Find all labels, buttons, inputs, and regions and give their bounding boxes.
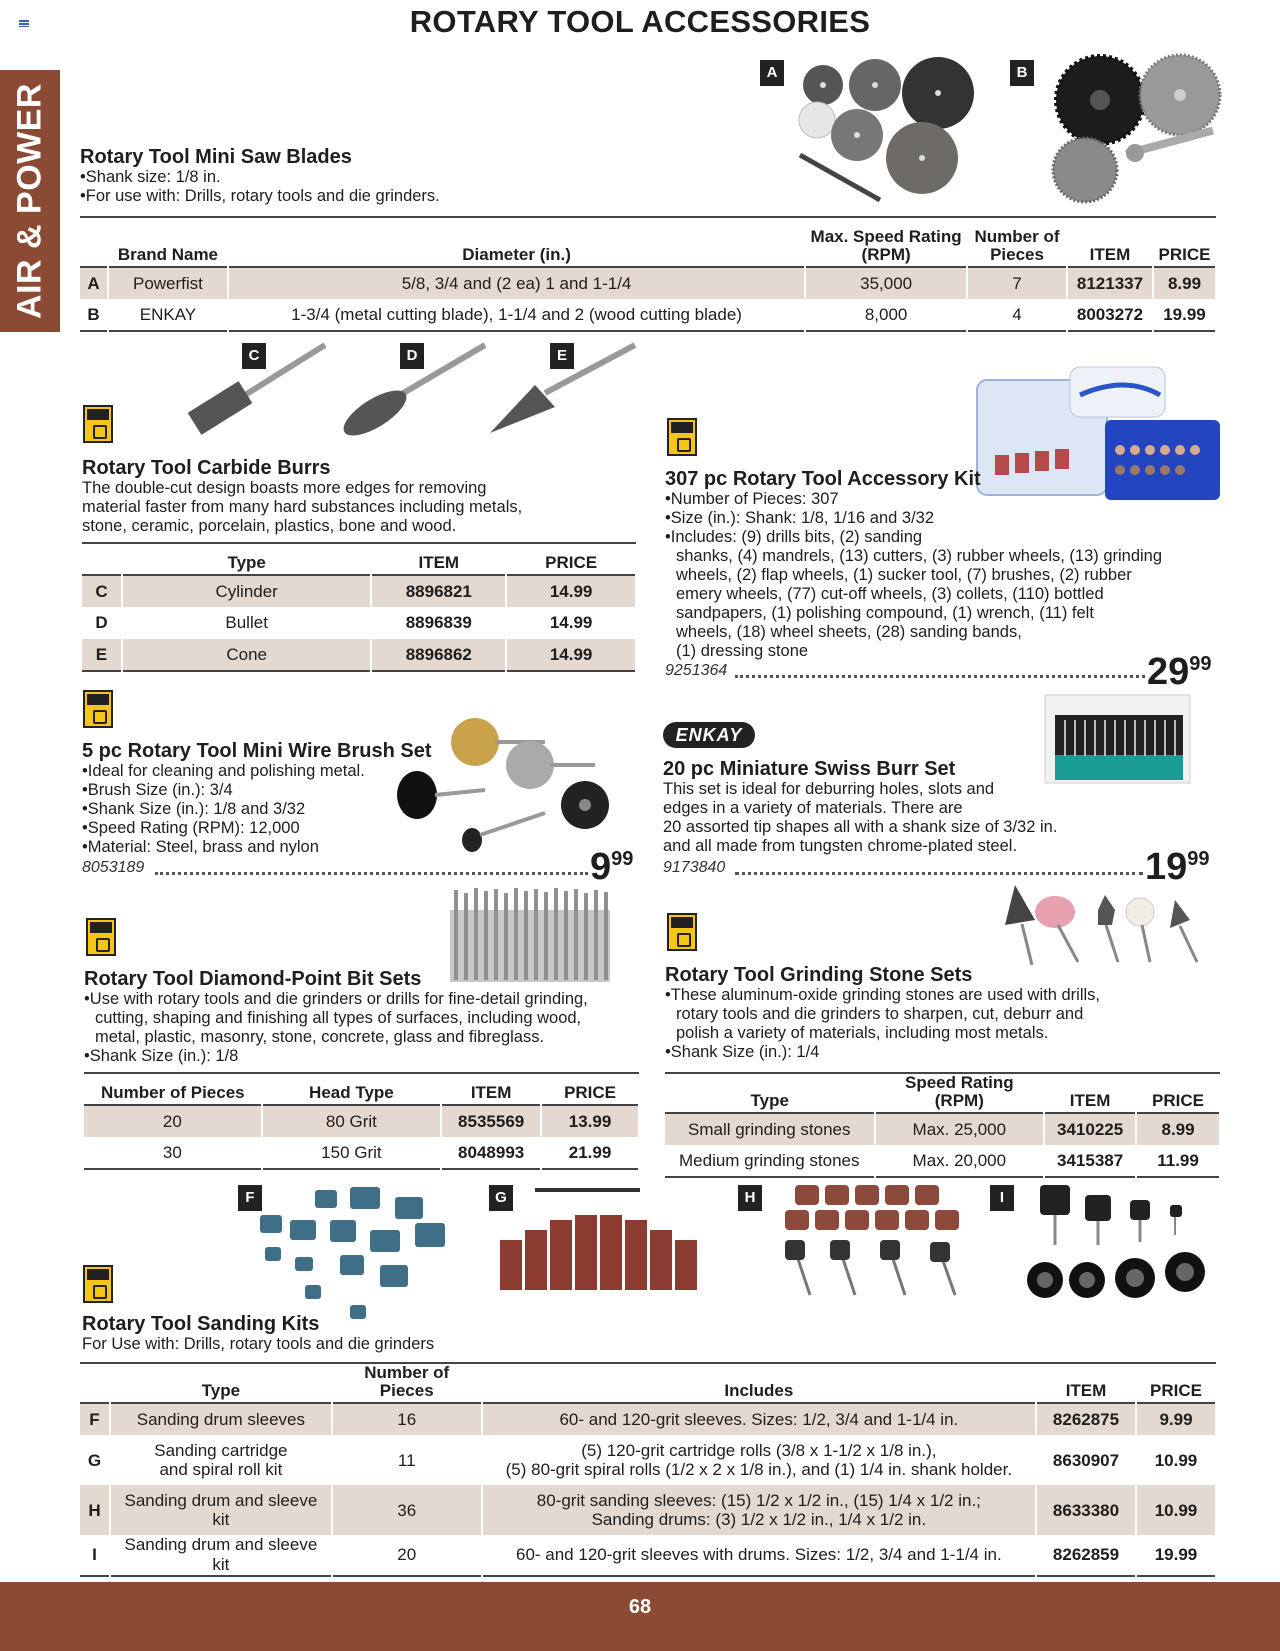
- swiss-burr-image: [1045, 690, 1195, 790]
- side-tab-label: AIR & POWER: [10, 83, 49, 319]
- row-letter: D: [82, 607, 122, 639]
- page-title: ROTARY TOOL ACCESSORIES: [409, 4, 871, 39]
- speed-cell: 8,000: [805, 299, 967, 331]
- saw-blades-table: [80, 216, 1217, 332]
- power-fist-logo-icon: [86, 918, 116, 956]
- wire-brush-sku: 8053189: [82, 859, 145, 876]
- includes-line: Sanding drums: (3) 1/2 x 1/2 in., 1/4 x 1/2 in.: [591, 1510, 927, 1529]
- saw-blades-header-price: PRICE: [1158, 245, 1211, 264]
- grinding-stones-image: [1000, 880, 1200, 970]
- price-cell: 10.99: [1136, 1485, 1216, 1535]
- accessory-kit-line-9: (1) dressing stone: [676, 642, 809, 660]
- item-cell: 8535569: [441, 1105, 541, 1137]
- price-cell: 19.99: [1153, 299, 1216, 331]
- sanding-header-includes: Includes: [724, 1381, 794, 1400]
- power-fist-logo-icon: [667, 913, 697, 951]
- row-letter: B: [80, 299, 108, 331]
- swiss-burr-line-2: edges in a variety of materials. There are: [663, 799, 963, 817]
- grinding-stones-title: Rotary Tool Grinding Stone Sets: [665, 964, 973, 986]
- accessory-kit-sku: 9251364: [665, 662, 728, 679]
- wire-brush-line-4: •Speed Rating (RPM): 12,000: [82, 819, 300, 837]
- diameter-cell: 1-3/4 (metal cutting blade), 1-1/4 and 2 (wood cutting blade): [228, 299, 805, 331]
- diamond-bits-table: [84, 1072, 640, 1170]
- item-cell: 8630907: [1036, 1435, 1136, 1485]
- grinding-stones-line-4: •Shank Size (in.): 1/4: [665, 1043, 820, 1061]
- saw-blades-header-pieces: Number of Pieces: [974, 227, 1060, 264]
- carbide-burrs-line-3: stone, ceramic, porcelain, plastics, bone and wood.: [82, 517, 457, 535]
- pieces-cell: 20: [84, 1105, 262, 1137]
- carbide-burrs-table: [82, 542, 637, 672]
- stones-header-item: ITEM: [1069, 1091, 1111, 1110]
- sanding-drum-kit-image: [780, 1180, 975, 1300]
- saw-blades-bullet-1: •Shank size: 1/8 in.: [80, 168, 221, 186]
- includes-cell: [482, 1435, 1036, 1485]
- swiss-burr-sku: 9173840: [663, 859, 726, 876]
- price-cell: 11.99: [1136, 1145, 1220, 1177]
- sanding-drum-sleeve-image: [1025, 1180, 1225, 1305]
- diamond-bits-line-4: •Shank Size (in.): 1/8: [84, 1047, 239, 1065]
- image-label-g: G: [489, 1185, 513, 1211]
- carbide-burrs-title: Rotary Tool Carbide Burrs: [82, 457, 331, 479]
- wire-brush-line-3: •Shank Size (in.): 1/8 and 3/32: [82, 800, 306, 818]
- pieces-cell: 30: [84, 1137, 262, 1169]
- diamond-header-item: ITEM: [470, 1083, 512, 1102]
- item-cell: 8048993: [441, 1137, 541, 1169]
- table-row: [665, 1145, 1220, 1177]
- table-row: [80, 1485, 1216, 1535]
- table-row: [80, 267, 1216, 299]
- diamond-bits-image: [450, 885, 615, 985]
- wire-brush-line-5: •Material: Steel, brass and nylon: [82, 838, 319, 856]
- wire-brush-image: [395, 715, 630, 850]
- swiss-burr-title: 20 pc Miniature Swiss Burr Set: [663, 758, 956, 780]
- item-cell: 8896862: [371, 639, 506, 671]
- stones-header-price: PRICE: [1152, 1091, 1205, 1110]
- item-cell: 8003272: [1067, 299, 1153, 331]
- brand-cell: Powerfist: [108, 267, 228, 299]
- item-cell: 8121337: [1067, 267, 1153, 299]
- page-number: 68: [0, 1582, 1280, 1651]
- accessory-kit-price: [1147, 645, 1212, 691]
- sanding-header-pieces: Number of Pieces: [364, 1363, 450, 1400]
- price-cell: 14.99: [506, 575, 636, 607]
- type-cell: Cylinder: [122, 575, 371, 607]
- accessory-kit-line-5: wheels, (2) flap wheels, (1) sucker tool, (7) brushes, (2) rubber: [676, 566, 1132, 584]
- type-cell: Small grinding stones: [665, 1113, 875, 1145]
- saw-blades-header-brand: Brand Name: [117, 245, 219, 264]
- price-cents: 99: [1189, 653, 1212, 675]
- type-cell: Medium grinding stones: [665, 1145, 875, 1177]
- accessory-kit-image: [975, 365, 1225, 505]
- stones-header-speed: Speed Rating (RPM): [905, 1073, 1014, 1110]
- speed-cell: Max. 20,000: [875, 1145, 1045, 1177]
- carbide-burrs-image: [185, 345, 645, 445]
- price-cell: 21.99: [541, 1137, 639, 1169]
- diamond-header-head: Head Type: [309, 1083, 394, 1102]
- table-row: [80, 299, 1216, 331]
- speed-cell: Max. 25,000: [875, 1113, 1045, 1145]
- side-tab: [0, 70, 60, 332]
- wire-brush-title: 5 pc Rotary Tool Mini Wire Brush Set: [82, 740, 432, 762]
- sanding-cartridge-image: [500, 1185, 700, 1295]
- pieces-cell: 36: [332, 1485, 482, 1535]
- includes-line: (5) 80-grit spiral rolls (1/2 x 2 x 1/8 in.), and (1) 1/4 in. shank holder.: [505, 1460, 1013, 1479]
- type-cell: [110, 1435, 332, 1485]
- wire-brush-price: [590, 840, 633, 886]
- price-cell: 14.99: [506, 607, 636, 639]
- image-label-f: F: [238, 1185, 262, 1211]
- sanding-kits-table: [80, 1362, 1217, 1577]
- item-cell: 8633380: [1036, 1485, 1136, 1535]
- image-label-h: H: [738, 1185, 762, 1211]
- brand-cell: ENKAY: [108, 299, 228, 331]
- accessory-kit-line-4: shanks, (4) mandrels, (13) cutters, (3) rubber wheels, (13) grinding: [676, 547, 1163, 565]
- table-row: [84, 1105, 639, 1137]
- pieces-cell: 11: [332, 1435, 482, 1485]
- pieces-cell: 16: [332, 1403, 482, 1435]
- type-cell: Bullet: [122, 607, 371, 639]
- includes-cell: 60- and 120-grit sleeves. Sizes: 1/2, 3/4 and 1-1/4 in.: [482, 1403, 1036, 1435]
- price-cents: 99: [611, 848, 634, 870]
- diamond-bits-line-1: •Use with rotary tools and die grinders or drills for fine-detail grinding,: [84, 990, 588, 1008]
- price-cell: 8.99: [1136, 1113, 1220, 1145]
- pieces-cell: 4: [967, 299, 1067, 331]
- table-row: [82, 639, 636, 671]
- swiss-burr-line-1: This set is ideal for deburring holes, slots and: [663, 780, 995, 798]
- saw-blades-header-item: ITEM: [1089, 245, 1131, 264]
- price-cents: 99: [1187, 848, 1210, 870]
- sanding-header-item: ITEM: [1065, 1381, 1107, 1400]
- accessory-kit-line-1: •Number of Pieces: 307: [665, 490, 839, 508]
- grinding-stones-line-2: rotary tools and die grinders to sharpen, cut, deburr and: [676, 1005, 1084, 1023]
- saw-blades-a-image: [795, 55, 975, 205]
- dotted-leader: [735, 675, 1145, 678]
- power-fist-logo-icon: [83, 1265, 113, 1303]
- type-line: and spiral roll kit: [159, 1460, 283, 1479]
- saw-blades-header-speed: Max. Speed Rating (RPM): [810, 227, 962, 264]
- includes-cell: [482, 1485, 1036, 1535]
- table-row: [82, 575, 636, 607]
- saw-blades-bullet-2: •For use with: Drills, rotary tools and die grinders.: [80, 187, 440, 205]
- wire-brush-line-2: •Brush Size (in.): 3/4: [82, 781, 233, 799]
- sanding-kits-title: Rotary Tool Sanding Kits: [82, 1313, 320, 1335]
- swiss-burr-line-3: 20 assorted tip shapes all with a shank size of 3/32 in.: [663, 818, 1058, 836]
- burrs-header-price: PRICE: [545, 553, 598, 572]
- dotted-leader: [735, 872, 1143, 875]
- sanding-kits-subtitle: For Use with: Drills, rotary tools and die grinders: [82, 1335, 435, 1353]
- wire-brush-line-1: •Ideal for cleaning and polishing metal.: [82, 762, 365, 780]
- price-cell: 10.99: [1136, 1435, 1216, 1485]
- accessory-kit-title: 307 pc Rotary Tool Accessory Kit: [665, 468, 981, 490]
- head-cell: 150 Grit: [262, 1137, 442, 1169]
- row-letter: G: [80, 1435, 110, 1485]
- dotted-leader: [155, 872, 588, 875]
- carbide-burrs-line-2: material faster from many hard substances including metals,: [82, 498, 523, 516]
- diamond-header-price: PRICE: [564, 1083, 617, 1102]
- power-fist-logo-icon: [667, 418, 697, 456]
- price-dollars: 9: [590, 846, 612, 888]
- table-row: [80, 1435, 1216, 1485]
- table-row: [80, 1535, 1216, 1576]
- saw-blades-header-diameter: Diameter (in.): [462, 245, 571, 264]
- type-cell: Sanding drum and sleeve kit: [110, 1485, 332, 1535]
- burrs-header-type: Type: [227, 553, 266, 572]
- type-cell: Sanding drum sleeves: [110, 1403, 332, 1435]
- image-label-e: E: [550, 343, 574, 369]
- type-cell: Cone: [122, 639, 371, 671]
- image-label-i: I: [990, 1185, 1014, 1211]
- saw-blades-title: Rotary Tool Mini Saw Blades: [80, 146, 352, 168]
- item-cell: 3410225: [1044, 1113, 1136, 1145]
- power-fist-logo-icon: [83, 690, 113, 728]
- enkay-logo-icon: [663, 722, 755, 748]
- item-cell: 8262875: [1036, 1403, 1136, 1435]
- row-letter: H: [80, 1485, 110, 1535]
- diamond-bits-line-3: metal, plastic, masonry, stone, concrete, glass and fibreglass.: [95, 1028, 545, 1046]
- grinding-stones-table: [665, 1072, 1221, 1178]
- price-cell: 19.99: [1136, 1535, 1216, 1576]
- diamond-header-pieces: Number of Pieces: [101, 1083, 245, 1102]
- table-row: [82, 607, 636, 639]
- includes-cell: 60- and 120-grit sleeves with drums. Sizes: 1/2, 3/4 and 1-1/4 in.: [482, 1535, 1036, 1576]
- item-cell: 8896821: [371, 575, 506, 607]
- item-cell: 8262859: [1036, 1535, 1136, 1576]
- carbide-burrs-line-1: The double-cut design boasts more edges for removing: [82, 479, 487, 497]
- pieces-cell: 20: [332, 1535, 482, 1576]
- image-label-b: B: [1010, 60, 1034, 86]
- price-dollars: 29: [1147, 651, 1190, 693]
- price-dollars: 19: [1145, 846, 1188, 888]
- diameter-cell: 5/8, 3/4 and (2 ea) 1 and 1-1/4: [228, 267, 805, 299]
- type-line: Sanding cartridge: [154, 1441, 288, 1460]
- enkay-brand: ENKAY: [675, 725, 743, 745]
- image-label-d: D: [400, 343, 424, 369]
- head-cell: 80 Grit: [262, 1105, 442, 1137]
- type-cell: Sanding drum and sleeve kit: [110, 1535, 332, 1576]
- price-cell: 8.99: [1153, 267, 1216, 299]
- power-fist-logo-icon: [83, 405, 113, 443]
- table-row: [84, 1137, 639, 1169]
- accessory-kit-line-6: emery wheels, (77) cut-off wheels, (3) collets, (110) bottled: [676, 585, 1104, 603]
- price-cell: 14.99: [506, 639, 636, 671]
- pieces-cell: 7: [967, 267, 1067, 299]
- grinding-stones-line-3: polish a variety of materials, including most metals.: [676, 1024, 1049, 1042]
- row-letter: I: [80, 1535, 110, 1576]
- price-cell: 9.99: [1136, 1403, 1216, 1435]
- swiss-burr-line-4: and all made from tungsten chrome-plated steel.: [663, 837, 1018, 855]
- table-row: [80, 1403, 1216, 1435]
- sanding-header-type: Type: [201, 1381, 241, 1400]
- row-letter: F: [80, 1403, 110, 1435]
- image-label-c: C: [242, 343, 266, 369]
- image-label-a: A: [760, 60, 784, 86]
- diamond-bits-line-2: cutting, shaping and finishing all types of surfaces, including wood,: [95, 1009, 582, 1027]
- speed-cell: 35,000: [805, 267, 967, 299]
- table-row: [665, 1113, 1220, 1145]
- burrs-header-item: ITEM: [418, 553, 460, 572]
- price-cell: 13.99: [541, 1105, 639, 1137]
- sanding-sleeves-image: [255, 1185, 455, 1325]
- includes-line: 80-grit sanding sleeves: (15) 1/2 x 1/2 in., (15) 1/4 x 1/2 in.;: [536, 1491, 981, 1510]
- row-letter: C: [82, 575, 122, 607]
- diamond-bits-title: Rotary Tool Diamond-Point Bit Sets: [84, 968, 422, 990]
- saw-blades-b-image: [1040, 55, 1225, 205]
- row-letter: E: [82, 639, 122, 671]
- row-letter: A: [80, 267, 108, 299]
- item-cell: 3415387: [1044, 1145, 1136, 1177]
- includes-line: (5) 120-grit cartridge rolls (3/8 x 1-1/2 x 1/8 in.),: [581, 1441, 937, 1460]
- grinding-stones-line-1: •These aluminum-oxide grinding stones are used with drills,: [665, 986, 1100, 1004]
- accessory-kit-line-8: wheels, (18) wheel sheets, (28) sanding bands,: [676, 623, 1022, 641]
- item-cell: 8896839: [371, 607, 506, 639]
- accessory-kit-line-7: sandpapers, (1) polishing compound, (1) wrench, (11) felt: [676, 604, 1094, 622]
- stones-header-type: Type: [750, 1091, 789, 1110]
- accessory-kit-line-2: •Size (in.): Shank: 1/8, 1/16 and 3/32: [665, 509, 935, 527]
- sanding-header-price: PRICE: [1150, 1381, 1202, 1400]
- accessory-kit-line-3: •Includes: (9) drills bits, (2) sanding: [665, 528, 923, 546]
